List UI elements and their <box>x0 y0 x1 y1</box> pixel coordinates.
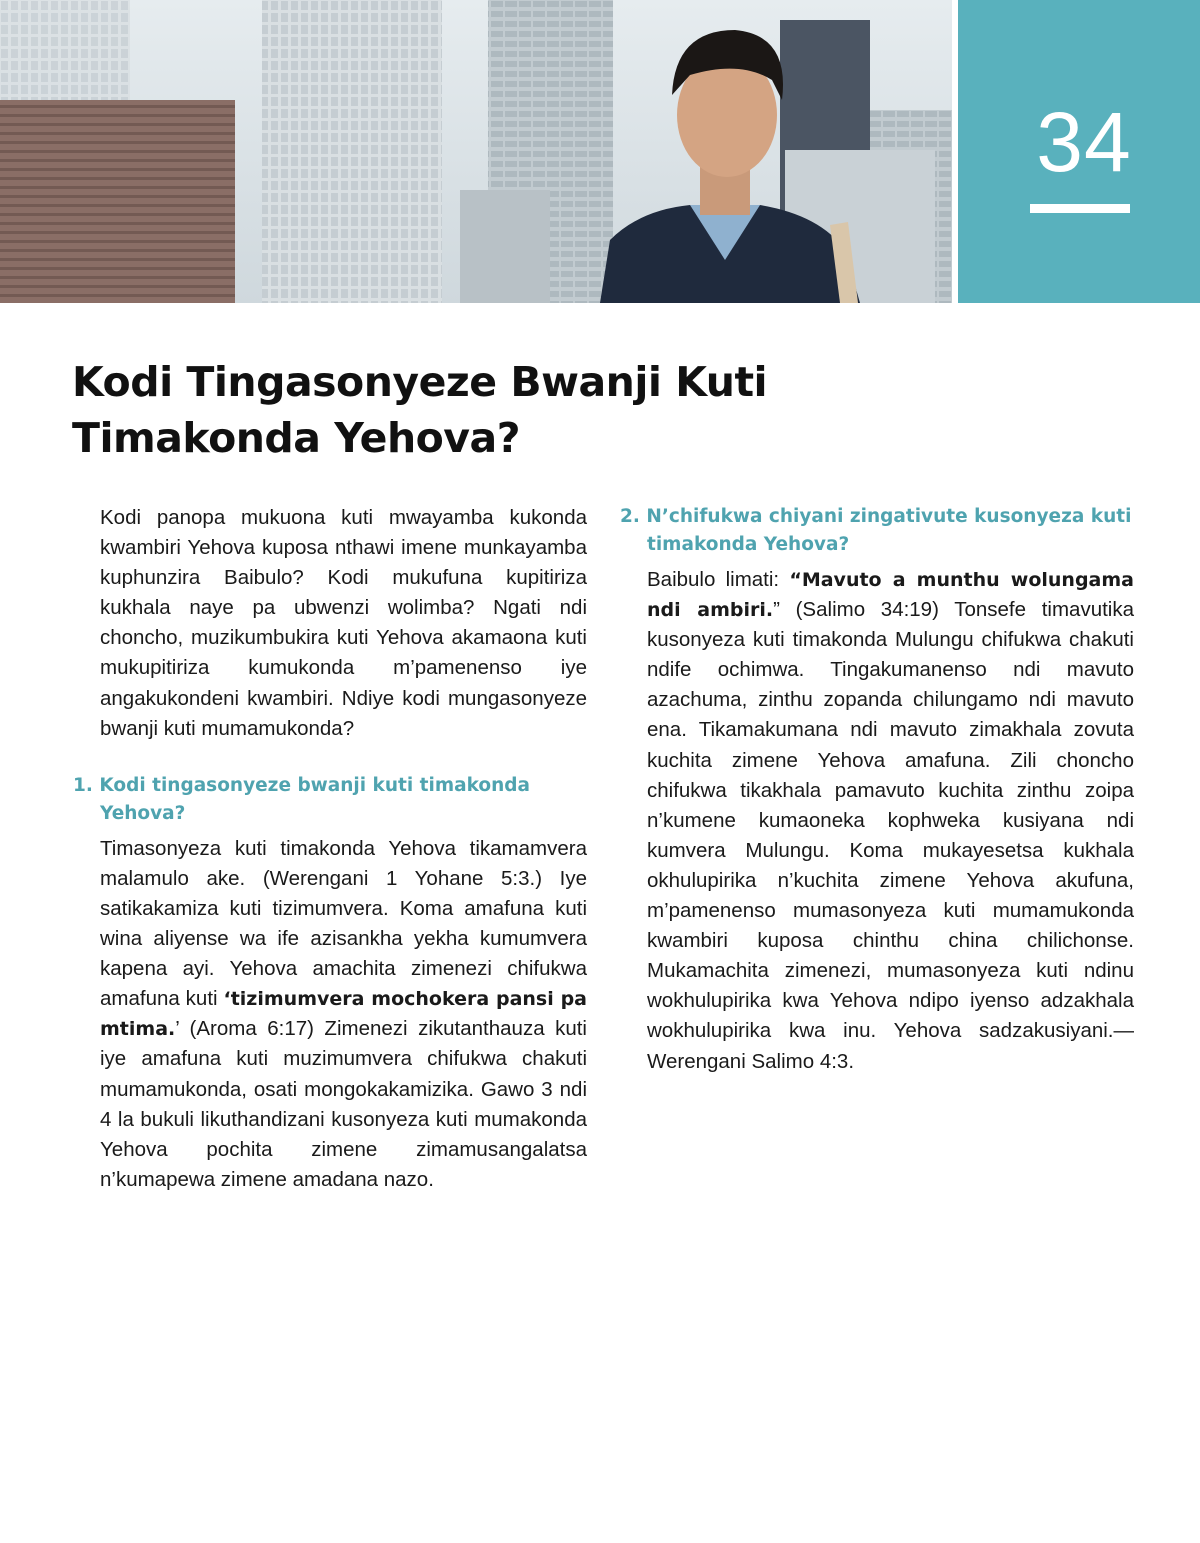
left-column <box>73 503 587 1195</box>
lesson-number-underline <box>1030 204 1130 213</box>
question-1-text: Kodi tingasonyeze bwanji kuti timakonda Yehova? <box>99 774 531 824</box>
intro-paragraph: Kodi panopa mukuona kuti mwayamba kukonda kwambiri Yehova kuposa nthawi imene munkayamba kuphunzira Baibulo? Kodi mukufuna kupitiriza kukhala naye pa ubwenzi wolimba? Ngati ndi choncho, muzikumbukira kuti Yehova akamaona kuti mukupitiriza kumukonda m’pamenenso iye angakukondeni kwambiri. Ndiye kodi mungasonyeze bwanji kuti mumamukonda? <box>100 506 587 740</box>
question-1-answer <box>100 834 587 1195</box>
header-photo <box>0 0 952 303</box>
answer-2-scripture-quote: “Mavuto a munthu wolungama ndi ambiri. <box>647 569 1134 622</box>
question-1-number: 1. <box>73 774 93 796</box>
question-2-heading <box>620 503 1134 559</box>
question-1-heading <box>73 772 587 828</box>
answer-2-part-b: ” (Salimo 34:19) Tonsefe timavutika kusonyeza kuti timakonda Mulungu chifukwa chakuti ndife ochimwa. Tingakumanenso ndi mavuto azachuma, zinthu zopanda chilungamo ndi mavuto ena. Tikamakumana ndi mavuto zimakhala zovuta kuchita zimene Yehova amafuna. Zili choncho chifukwa tikakhala pamavuto kuchita zinthu zoipa n’kumene kumaoneka kophweka kusiyana ndi kumvera Mulungu. Koma mukayesetsa kukhala okhulupirika n’kuchita zimene Yehova akufuna, m’pamenenso mumasonyeza kuti mumamukonda kwambiri kuposa chinthu china chilichonse. Mukamachita zimenezi, mumasonyeza kuti ndinu wokhulupirika kwa Yehova ndipo iyenso adzakhala wokhulupirika kwa inu. Yehova sadzakusiyani.—Werengani Salimo 4:3. <box>647 598 1135 1073</box>
question-2-text: N’chifukwa chiyani zingativute kusonyeza kuti timakonda Yehova? <box>646 506 1132 555</box>
right-column <box>620 503 1135 1077</box>
answer-1-scripture-quote: ‘tizimumvera mochokera pansi pa mtima. <box>100 988 587 1041</box>
answer-1-part-b: ’ (Aroma 6:17) Zimenezi zikutanthauza kuti iye amafuna kuti muzimumvera chifukwa chakuti mumamukonda, osati mongokakamizika. Gawo 3 ndi 4 la bukuli likuthandizani kusonyeza kuti mumakonda Yehova pochita zimene zimamusangalatsa n’kumapewa zimene amadana nazo. <box>100 1017 587 1191</box>
lesson-number: 34 <box>1036 95 1132 189</box>
page-title: Kodi Tingasonyeze Bwanji Kuti Timakonda Yehova? <box>72 358 768 462</box>
lesson-number-panel <box>958 0 1200 303</box>
answer-2-part-a: Baibulo limati: <box>647 568 790 591</box>
question-2-answer <box>647 565 1134 1077</box>
answer-1-part-a: Timasonyeza kuti timakonda Yehova tikamamvera malamulo ake. (Werengani 1 Yohane 5:3.) Iye satikakamiza kuti tizimumvera. Koma amafuna kuti wina aliyense wa ife azisankha yekha kumumvera kapena ayi. Yehova amachita zimenezi chifukwa amafuna kuti <box>100 836 587 1011</box>
question-2-number: 2. <box>620 506 640 527</box>
city-portrait-illustration <box>0 0 952 303</box>
